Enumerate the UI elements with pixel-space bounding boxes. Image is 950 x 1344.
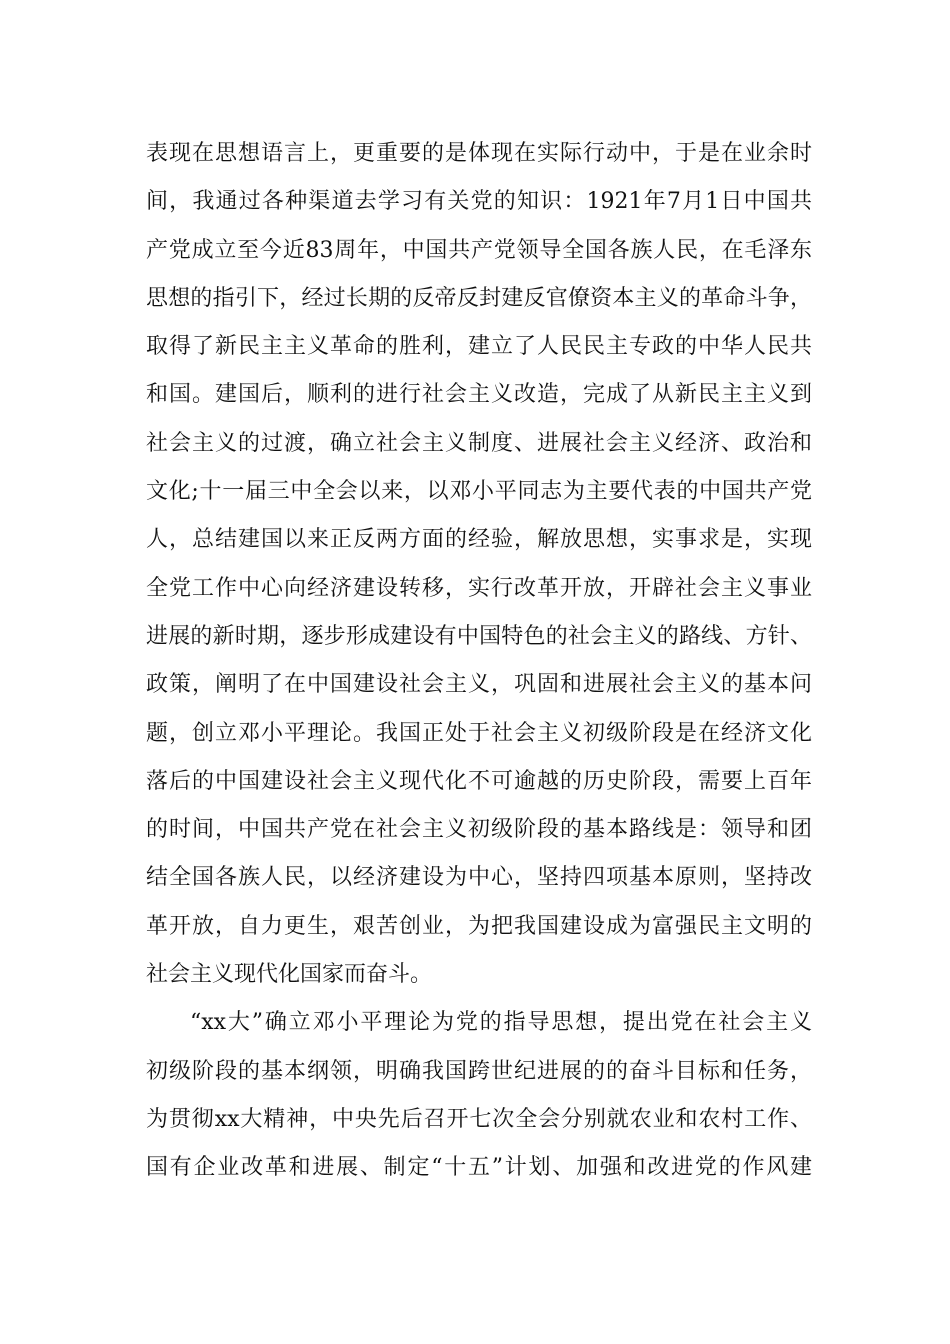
text-line: 落后的中国建设社会主义现代化不可逾越的历史阶段，需要上百年 [146,768,812,794]
text-line: 和国。建国后，顺利的进行社会主义改造，完成了从新民主主义到 [146,382,812,408]
text-line: 全党工作中心向经济建设转移，实行改革开放，开辟社会主义事业 [146,575,812,601]
text-line: 结全国各族人民，以经济建设为中心，坚持四项基本原则，坚持改 [146,865,812,891]
text-line: 社会主义现代化国家而奋斗。 [146,962,433,988]
text-line: 国有企业改革和进展、制定“十五”计划、加强和改进党的作风建 [146,1155,812,1181]
text-line: 社会主义的过渡，确立社会主义制度、进展社会主义经济、政治和 [146,430,812,456]
text-line: 为贯彻xx大精神，中央先后召开七次全会分别就农业和农村工作、 [146,1106,812,1132]
text-line: 思想的指引下，经过长期的反帝反封建反官僚资本主义的革命斗争， [146,285,812,311]
text-line: 产党成立至今近83周年，中国共产党领导全国各族人民，在毛泽东 [146,237,812,263]
paragraph-2 [146,999,812,1192]
text-line: 政策，阐明了在中国建设社会主义，巩固和进展社会主义的基本问 [146,672,812,698]
text-line: 表现在思想语言上，更重要的是体现在实际行动中，于是在业余时 [146,141,812,166]
text-line: 间，我通过各种渠道去学习有关党的知识：1921年7月1日中国共 [146,189,812,215]
text-line: 人，总结建国以来正反两方面的经验，解放思想，实事求是，实现 [146,527,812,553]
text-line: 革开放，自力更生，艰苦创业，为把我国建设成为富强民主文明的 [146,913,812,939]
text-line: 取得了新民主主义革命的胜利，建立了人民民主专政的中华人民共 [146,334,812,360]
document-body [146,130,812,1193]
text-line: 初级阶段的基本纲领，明确我国跨世纪进展的的奋斗目标和任务， [146,1058,812,1084]
text-line: 的时间，中国共产党在社会主义初级阶段的基本路线是：领导和团 [146,817,812,843]
text-line: 题，创立邓小平理论。我国正处于社会主义初级阶段是在经济文化 [146,720,812,746]
text-line: “xx大”确立邓小平理论为党的指导思想，提出党在社会主义 [190,1010,812,1036]
text-line: 文化;十一届三中全会以来，以邓小平同志为主要代表的中国共产党 [146,479,812,505]
text-line: 进展的新时期，逐步形成建设有中国特色的社会主义的路线、方针、 [146,623,812,649]
paragraph-1 [146,130,812,999]
